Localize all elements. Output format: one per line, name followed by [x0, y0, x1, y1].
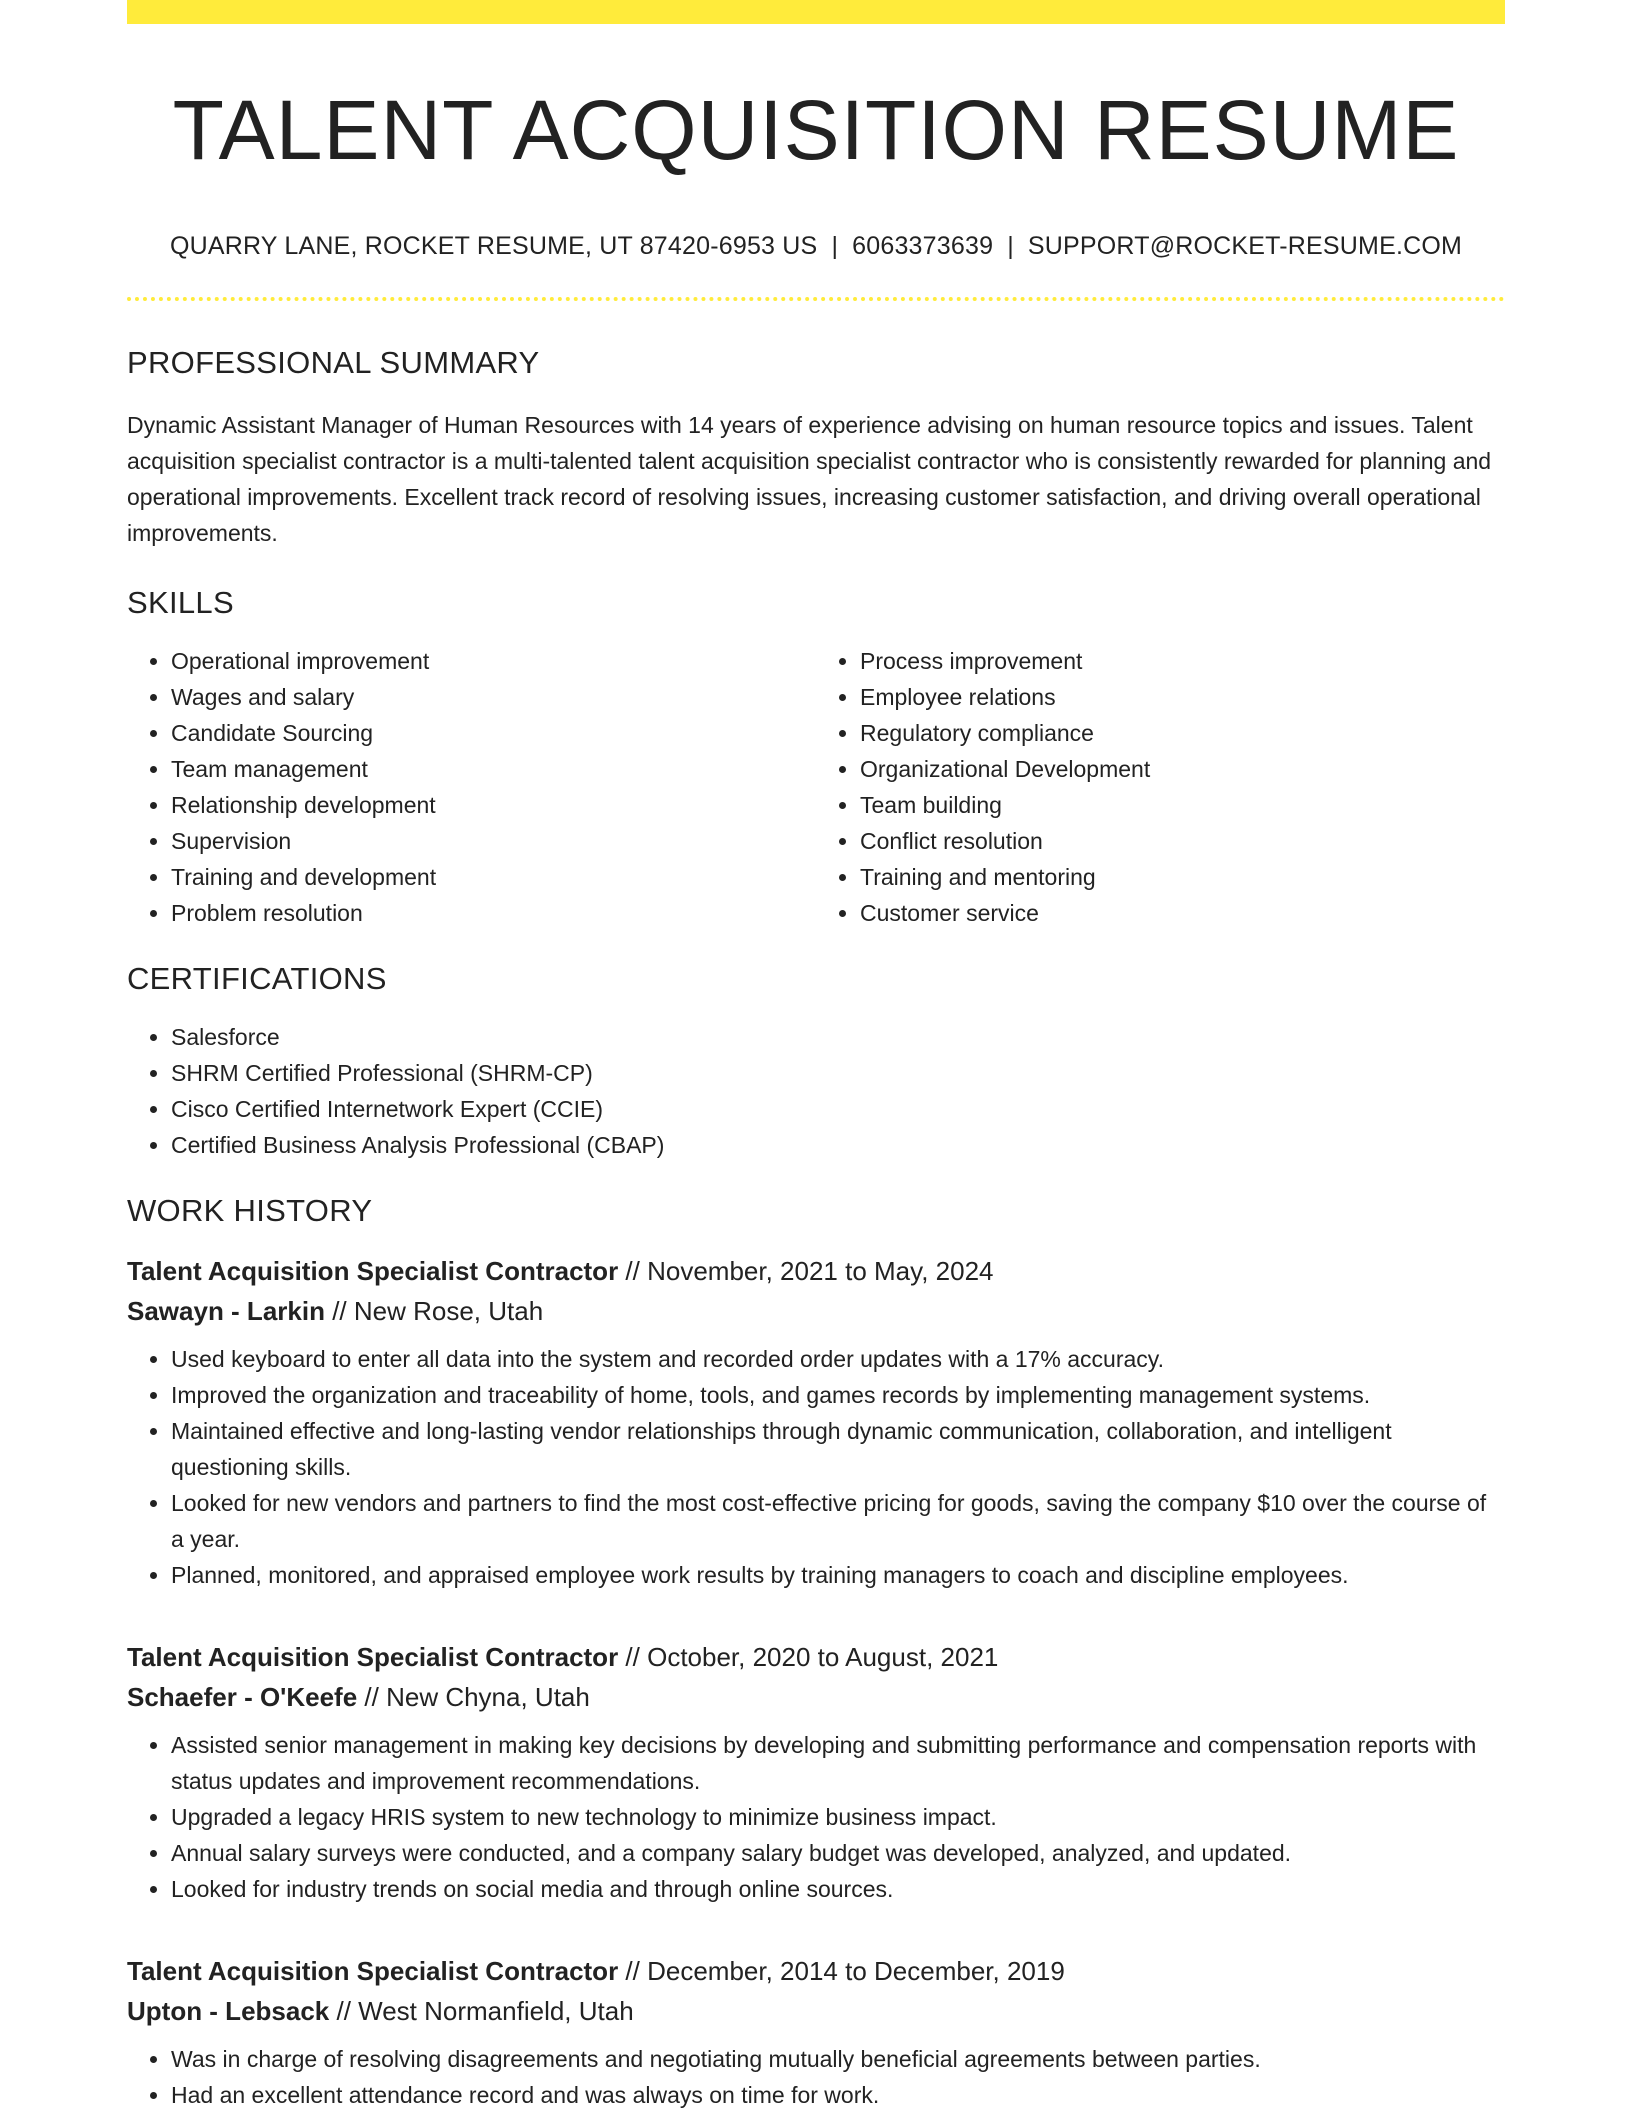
job-bullets	[127, 2041, 1505, 2113]
job-dates: // November, 2021 to May, 2024	[625, 1256, 994, 1287]
skills-column-right	[816, 643, 1505, 931]
job-bullet: • Looked for industry trends on social media and through online sources.	[171, 1871, 1505, 1907]
job-entry	[127, 1637, 1505, 1907]
contact-separator: |	[1007, 232, 1014, 261]
resume-title: TALENT ACQUISITION RESUME	[172, 83, 1460, 177]
certification-item: • Salesforce	[171, 1019, 1505, 1055]
work-history-heading: WORK HISTORY	[127, 1193, 373, 1229]
job-bullet: • Was in charge of resolving disagreements and negotiating mutually beneficial agreements between parties.	[171, 2041, 1505, 2077]
job-bullet: • Maintained effective and long-lasting vendor relationships through dynamic communication, collaboration, and intelligent questioning skills.	[171, 1413, 1505, 1485]
skill-item: • Training and mentoring	[860, 859, 1505, 895]
job-dates: // October, 2020 to August, 2021	[625, 1642, 999, 1673]
job-location: // West Normanfield, Utah	[336, 1996, 634, 2027]
dotted-divider	[127, 297, 1505, 301]
resume-page	[127, 0, 1505, 2113]
job-title: Talent Acquisition Specialist Contractor	[127, 1642, 619, 1673]
job-company: Upton - Lebsack	[127, 1996, 330, 2027]
job-company-line	[127, 1291, 1505, 1331]
job-title: Talent Acquisition Specialist Contractor	[127, 1956, 619, 1987]
skill-item: • Wages and salary	[171, 679, 816, 715]
job-location: // New Rose, Utah	[332, 1296, 544, 1327]
skill-item: • Relationship development	[171, 787, 816, 823]
job-company: Schaefer - O'Keefe	[127, 1682, 358, 1713]
skills-list	[127, 643, 1505, 931]
skills-column-left	[127, 643, 816, 931]
job-bullet: • Assisted senior management in making key decisions by developing and submitting performance and compensation reports with status updates and improvement recommendations.	[171, 1727, 1505, 1799]
top-accent-bar	[127, 0, 1505, 24]
job-dates: // December, 2014 to December, 2019	[625, 1956, 1065, 1987]
skill-item: • Regulatory compliance	[860, 715, 1505, 751]
summary-text: Dynamic Assistant Manager of Human Resources with 14 years of experience advising on human resource topics and issues. Talent acquisition specialist contractor is a multi-talented talent acquisition specialist contractor who is consistently rewarded for planning and operational improvements. Excellent track record of resolving issues, increasing customer satisfaction, and driving overall operational improvements.	[127, 412, 1492, 547]
job-location: // New Chyna, Utah	[364, 1682, 590, 1713]
job-bullet: • Upgraded a legacy HRIS system to new technology to minimize business impact.	[171, 1799, 1505, 1835]
job-bullet: • Used keyboard to enter all data into the system and recorded order updates with a 17% accuracy.	[171, 1341, 1505, 1377]
job-company-line	[127, 1991, 1505, 2031]
skill-item: • Team management	[171, 751, 816, 787]
certification-item: • SHRM Certified Professional (SHRM-CP)	[171, 1055, 1505, 1091]
contact-line	[127, 232, 1505, 261]
skill-item: • Candidate Sourcing	[171, 715, 816, 751]
job-company: Sawayn - Larkin	[127, 1296, 325, 1327]
job-entry	[127, 1951, 1505, 2113]
contact-phone: 6063373639	[852, 232, 994, 261]
certifications-heading: CERTIFICATIONS	[127, 961, 387, 997]
skill-item: • Problem resolution	[171, 895, 816, 931]
skill-item: • Team building	[860, 787, 1505, 823]
job-bullet: • Looked for new vendors and partners to find the most cost-effective pricing for goods, saving the company $10 over the course of a year.	[171, 1485, 1505, 1557]
certifications-list	[127, 1019, 1505, 1163]
skill-item: • Employee relations	[860, 679, 1505, 715]
job-bullets	[127, 1727, 1505, 1907]
contact-separator: |	[831, 232, 839, 261]
job-bullets	[127, 1341, 1505, 1593]
skill-item: • Organizational Development	[860, 751, 1505, 787]
certification-item: • Certified Business Analysis Professional (CBAP)	[171, 1127, 1505, 1163]
skill-item: • Training and development	[171, 859, 816, 895]
job-entry	[127, 1251, 1505, 1593]
job-bullet: • Annual salary surveys were conducted, and a company salary budget was developed, analyzed, and updated.	[171, 1835, 1505, 1871]
summary-heading: PROFESSIONAL SUMMARY	[127, 345, 540, 381]
skill-item: • Operational improvement	[171, 643, 816, 679]
job-bullet: • Planned, monitored, and appraised employee work results by training managers to coach and discipline employees.	[171, 1557, 1505, 1593]
job-company-line	[127, 1677, 1505, 1717]
job-bullet: • Had an excellent attendance record and was always on time for work.	[171, 2077, 1505, 2113]
skills-heading: SKILLS	[127, 585, 234, 621]
skill-item: • Customer service	[860, 895, 1505, 931]
job-title: Talent Acquisition Specialist Contractor	[127, 1256, 619, 1287]
skill-item: • Conflict resolution	[860, 823, 1505, 859]
job-title-line	[127, 1951, 1505, 1991]
job-bullet: • Improved the organization and traceability of home, tools, and games records by implementing management systems.	[171, 1377, 1505, 1413]
job-title-line	[127, 1637, 1505, 1677]
skill-item: • Process improvement	[860, 643, 1505, 679]
job-title-line	[127, 1251, 1505, 1291]
contact-email: SUPPORT@ROCKET-RESUME.COM	[1027, 232, 1463, 261]
contact-address: QUARRY LANE, ROCKET RESUME, UT 87420-6953 US	[169, 232, 818, 261]
skill-item: • Supervision	[171, 823, 816, 859]
certification-item: • Cisco Certified Internetwork Expert (CCIE)	[171, 1091, 1505, 1127]
